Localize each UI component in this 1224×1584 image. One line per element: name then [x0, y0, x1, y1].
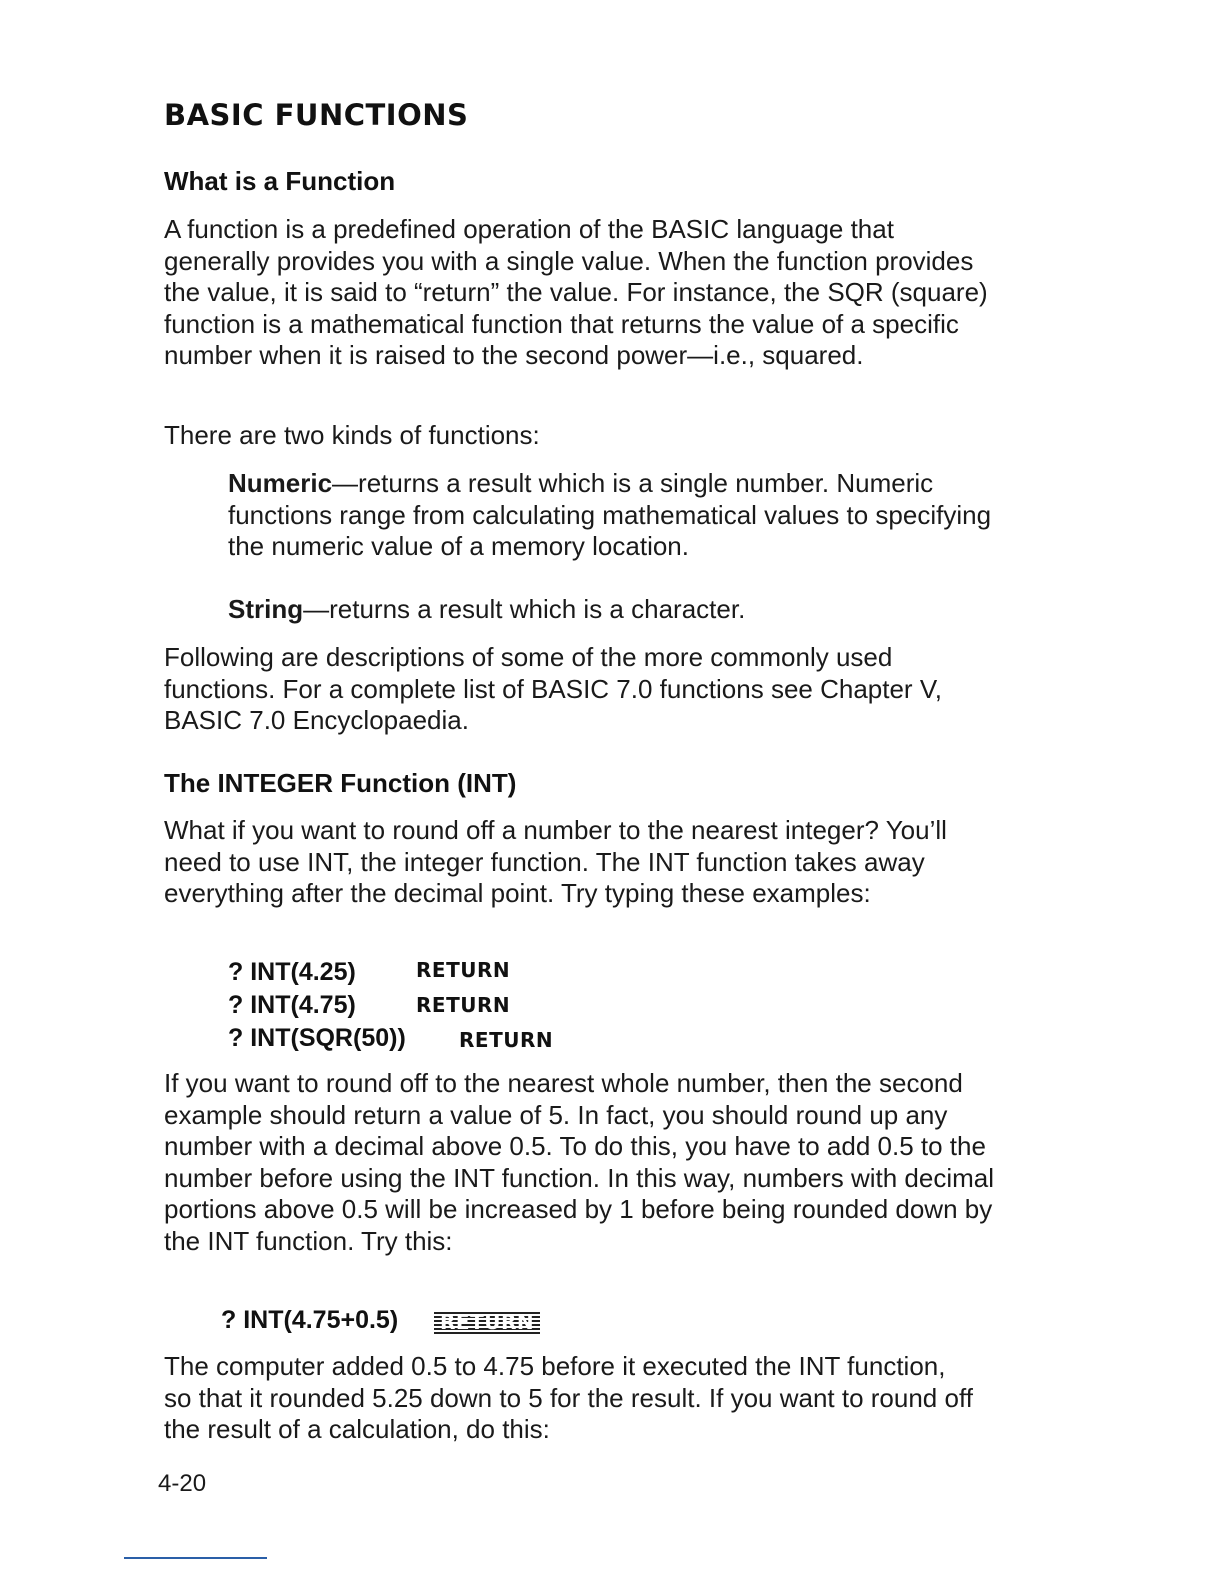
- page-number: 4-20: [158, 1470, 207, 1497]
- code-example-4: ? INT(4.75+0.5): [221, 1306, 399, 1334]
- paragraph-following-descriptions: Following are descriptions of some of the more commonly used functions. For a complete list of BASIC 7.0 functions see Chapter V, BASIC 7.0 Encyclopaedia.: [164, 642, 942, 735]
- code-example-3: ? INT(SQR(50)): [228, 1024, 406, 1052]
- paragraph-computer-added: The computer added 0.5 to 4.75 before it executed the INT function, so that it rounded 5.25 down to 5 for the result. If you want to round off the result of a calculation, do this:: [164, 1351, 973, 1444]
- paragraph-int-intro: What if you want to round off a number to the nearest integer? You’ll need to use INT, the integer function. The INT function takes away everything after the decimal point. Try typing these examples:: [164, 815, 947, 908]
- term-numeric: Numeric: [228, 468, 333, 498]
- code-example-2: ? INT(4.75): [228, 991, 356, 1019]
- paragraph-round-off: If you want to round off to the nearest whole number, then the second example should return a value of 5. In fact, you should round up any number with a decimal above 0.5. To do this, you have to add 0.5 to the number before using the INT function. In this way, numbers with decimal portions above 0.5 will be increased by 1 before being rounded down by the INT function. Try this:: [164, 1068, 994, 1256]
- bottom-rule: [124, 1557, 267, 1559]
- term-string: String: [228, 594, 304, 624]
- definition-numeric: [228, 468, 1018, 563]
- definition-numeric-text: —returns a result which is a single number. Numeric functions range from calculating mathematical values to specifying the numeric value of a memory location.: [228, 468, 992, 561]
- page-title: BASIC FUNCTIONS: [164, 98, 469, 132]
- paragraph-function-definition: A function is a predefined operation of the BASIC language that generally provides you with a single value. When the function provides the value, it is said to “return” the value. For instance, the SQR (square) function is a mathematical function that returns the value of a specific number when it is raised to the second power—i.e., squared.: [164, 214, 988, 370]
- return-key-label: RETURN: [459, 1028, 554, 1052]
- return-key-label: RETURN: [416, 958, 511, 982]
- return-key-label: RETURN: [434, 1310, 540, 1334]
- paragraph-two-kinds: There are two kinds of functions:: [164, 420, 540, 450]
- return-key-label: RETURN: [416, 993, 511, 1017]
- definition-string-text: —returns a result which is a character.: [303, 594, 746, 624]
- section-heading-integer-function: The INTEGER Function (INT): [164, 768, 517, 798]
- definition-string: [228, 594, 1028, 626]
- code-example-1: ? INT(4.25): [228, 958, 356, 986]
- section-heading-what-is-a-function: What is a Function: [164, 166, 396, 196]
